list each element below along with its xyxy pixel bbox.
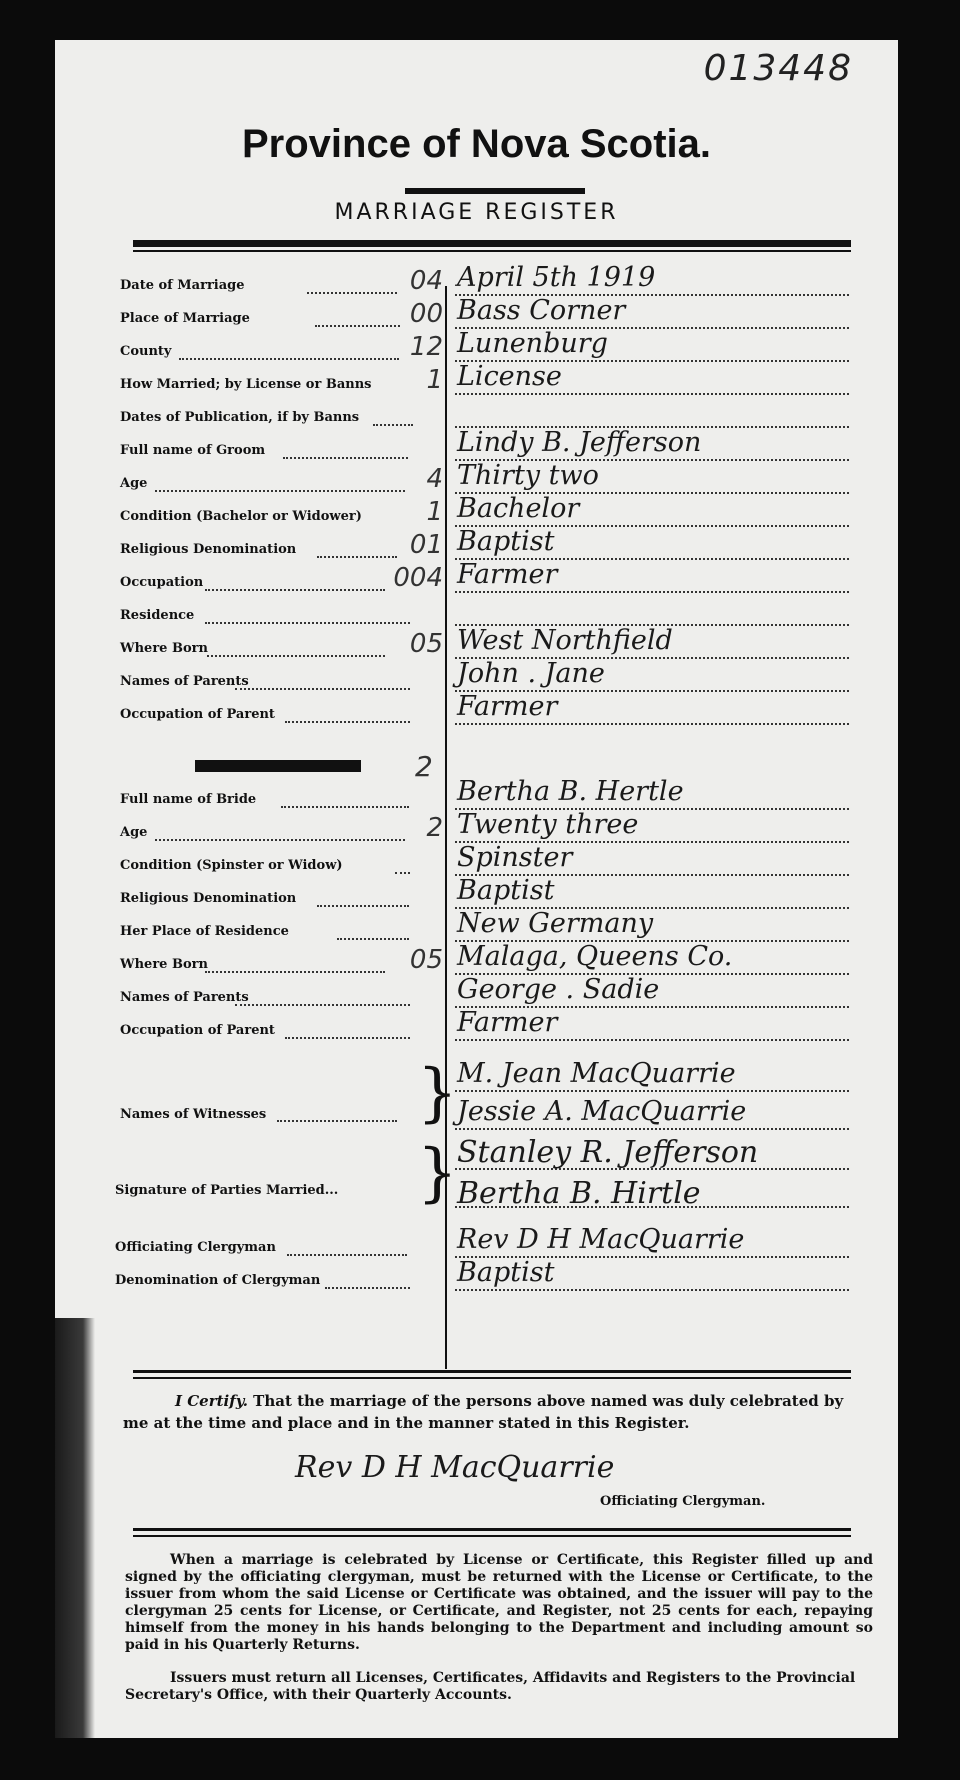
leader-dots: [205, 589, 385, 591]
field-label: County: [120, 344, 172, 359]
field-value: Lunenburg: [457, 328, 608, 359]
field-label: Names of Parents: [120, 990, 249, 1005]
field-code: 1: [426, 365, 443, 395]
field-label: Date of Marriage: [120, 278, 245, 293]
value-line: [455, 1090, 849, 1092]
field-value: Spinster: [457, 842, 573, 873]
field-code: 05: [409, 945, 443, 975]
field-value: West Northfield: [457, 625, 673, 656]
witness-1: M. Jean MacQuarrie: [457, 1058, 736, 1089]
field-label: Occupation of Parent: [120, 707, 275, 722]
field-label: Full name of Bride: [120, 792, 257, 807]
leader-dots: [373, 424, 413, 426]
notice-paragraph-1: When a marriage is celebrated by License or Certificate, this Register filled up and signed by the officiating clergyman, must be returned with the License or Certificate, to the issuer from whom the said License or Certificate was obtained, and the issuer will pay to the clergyman 25 cents for License, or Certificate, and Register, not 25 cents for each, repaying himself from the money in his hands belonging to the Department and including amount so paid in his Quarterly Returns.: [125, 1552, 873, 1653]
top-rule: [133, 240, 851, 247]
leader-dots: [285, 1037, 410, 1039]
title-underline: [405, 188, 585, 194]
value-line: [455, 1289, 849, 1291]
field-code: 12: [409, 332, 443, 362]
field-label: Where Born: [120, 957, 208, 972]
field-code: 04: [409, 266, 443, 296]
field-label: Religious Denomination: [120, 891, 297, 906]
field-code: 01: [409, 530, 443, 560]
top-rule-thin: [133, 250, 851, 252]
witness-2: Jessie A. MacQuarrie: [457, 1096, 747, 1127]
field-value: Bertha B. Hertle: [457, 776, 684, 807]
leader-dots: [285, 721, 410, 723]
leader-dots: [205, 622, 410, 624]
field-value: Farmer: [457, 559, 558, 590]
field-label: Where Born: [120, 641, 208, 656]
field-code: 05: [409, 629, 443, 659]
leader-dots: [317, 905, 409, 907]
page-title: Province of Nova Scotia.: [241, 122, 712, 166]
field-value: Baptist: [457, 875, 555, 906]
leader-dots: [281, 806, 409, 808]
leader-dots: [395, 872, 410, 874]
certify-heading: I Certify.: [175, 1392, 248, 1410]
field-value: Malaga, Queens Co.: [457, 941, 733, 972]
field-value: Baptist: [457, 1257, 555, 1288]
signature-groom: Stanley R. Jefferson: [457, 1135, 759, 1170]
field-value: Twenty three: [457, 809, 639, 840]
field-value: George . Sadie: [457, 974, 660, 1005]
bride-section-divider: [195, 760, 361, 772]
field-label: Occupation: [120, 575, 204, 590]
field-label: Age: [120, 825, 148, 840]
signature-bride: Bertha B. Hirtle: [457, 1176, 701, 1211]
field-value: Lindy B. Jefferson: [457, 427, 702, 458]
page-subtitle: MARRIAGE REGISTER: [334, 200, 619, 225]
field-value: Bass Corner: [457, 295, 626, 326]
certify-statement: [123, 1390, 863, 1434]
field-value: Thirty two: [457, 460, 599, 491]
leader-dots: [337, 938, 409, 940]
field-row-how-married: [55, 361, 898, 400]
value-line: [455, 1039, 849, 1041]
leader-dots: [283, 457, 408, 459]
field-value: License: [457, 361, 562, 392]
value-line: [455, 393, 849, 395]
field-code: 00: [409, 299, 443, 329]
leader-dots: [287, 1254, 407, 1256]
leader-dots: [155, 839, 405, 841]
notice-paragraph-2: Issuers must return all Licenses, Certificates, Affidavits and Registers to the Provincial Secretary's Office, with their Quarterly Accounts.: [125, 1670, 856, 1703]
witnesses-brace: }: [417, 1056, 458, 1130]
value-line: [455, 1128, 849, 1130]
field-row-bride-parent-occupation: [55, 1007, 898, 1046]
notice-rule: [133, 1528, 851, 1531]
field-row-clergy-denomination: [55, 1257, 898, 1296]
document-number: 013448: [703, 48, 853, 89]
field-label: Residence: [120, 608, 195, 623]
field-code: 4: [426, 464, 443, 494]
field-value: John . Jane: [457, 658, 605, 689]
field-label: Occupation of Parent: [120, 1023, 275, 1038]
certify-rule-thin: [133, 1377, 851, 1379]
notice-rule-thin: [133, 1535, 851, 1537]
field-label: Denomination of Clergyman: [115, 1273, 321, 1288]
field-label: Place of Marriage: [120, 311, 250, 326]
section-code: 2: [415, 750, 433, 783]
leader-dots: [205, 971, 385, 973]
field-label: Full name of Groom: [120, 443, 266, 458]
field-label: Officiating Clergyman: [115, 1240, 276, 1255]
field-value: Farmer: [457, 691, 558, 722]
certify-role: Officiating Clergyman.: [600, 1494, 766, 1509]
certify-text: That the marriage of the persons above named was duly celebrated by me at the time and place and in the manner stated in this Register.: [123, 1392, 844, 1432]
leader-dots: [325, 1287, 410, 1289]
field-label: Condition (Spinster or Widow): [120, 858, 343, 873]
value-line: [455, 591, 849, 593]
field-value: Farmer: [457, 1007, 558, 1038]
leader-dots: [179, 358, 399, 360]
value-line: [455, 723, 849, 725]
field-value: Rev D H MacQuarrie: [457, 1224, 745, 1255]
leader-dots: [235, 1004, 410, 1006]
field-label: Names of Parents: [120, 674, 249, 689]
witnesses-label: Names of Witnesses: [120, 1107, 267, 1122]
certify-signature: Rev D H MacQuarrie: [295, 1450, 615, 1485]
field-code: 2: [426, 813, 443, 843]
field-value: April 5th 1919: [457, 262, 656, 293]
field-value: Baptist: [457, 526, 555, 557]
field-code: 004: [393, 563, 443, 593]
field-label: Age: [120, 476, 148, 491]
leader-dots: [235, 688, 410, 690]
signatures-brace: }: [417, 1136, 458, 1210]
leader-dots: [207, 655, 385, 657]
field-code: 1: [426, 497, 443, 527]
field-label: Condition (Bachelor or Widower): [120, 509, 362, 524]
field-row-groom-occupation: [55, 559, 898, 598]
leader-dots: [155, 490, 405, 492]
field-value: Bachelor: [457, 493, 580, 524]
field-label: Her Place of Residence: [120, 924, 289, 939]
leader-dots: [277, 1120, 397, 1122]
field-label: Dates of Publication, if by Banns: [120, 410, 360, 425]
signatures-label: Signature of Parties Married...: [115, 1183, 339, 1198]
field-label: How Married; by License or Banns: [120, 377, 372, 392]
field-value: New Germany: [457, 908, 654, 939]
field-label: Religious Denomination: [120, 542, 297, 557]
certify-rule: [133, 1370, 851, 1373]
register-form: [55, 40, 898, 1738]
field-row-groom-parent-occupation: [55, 691, 898, 730]
